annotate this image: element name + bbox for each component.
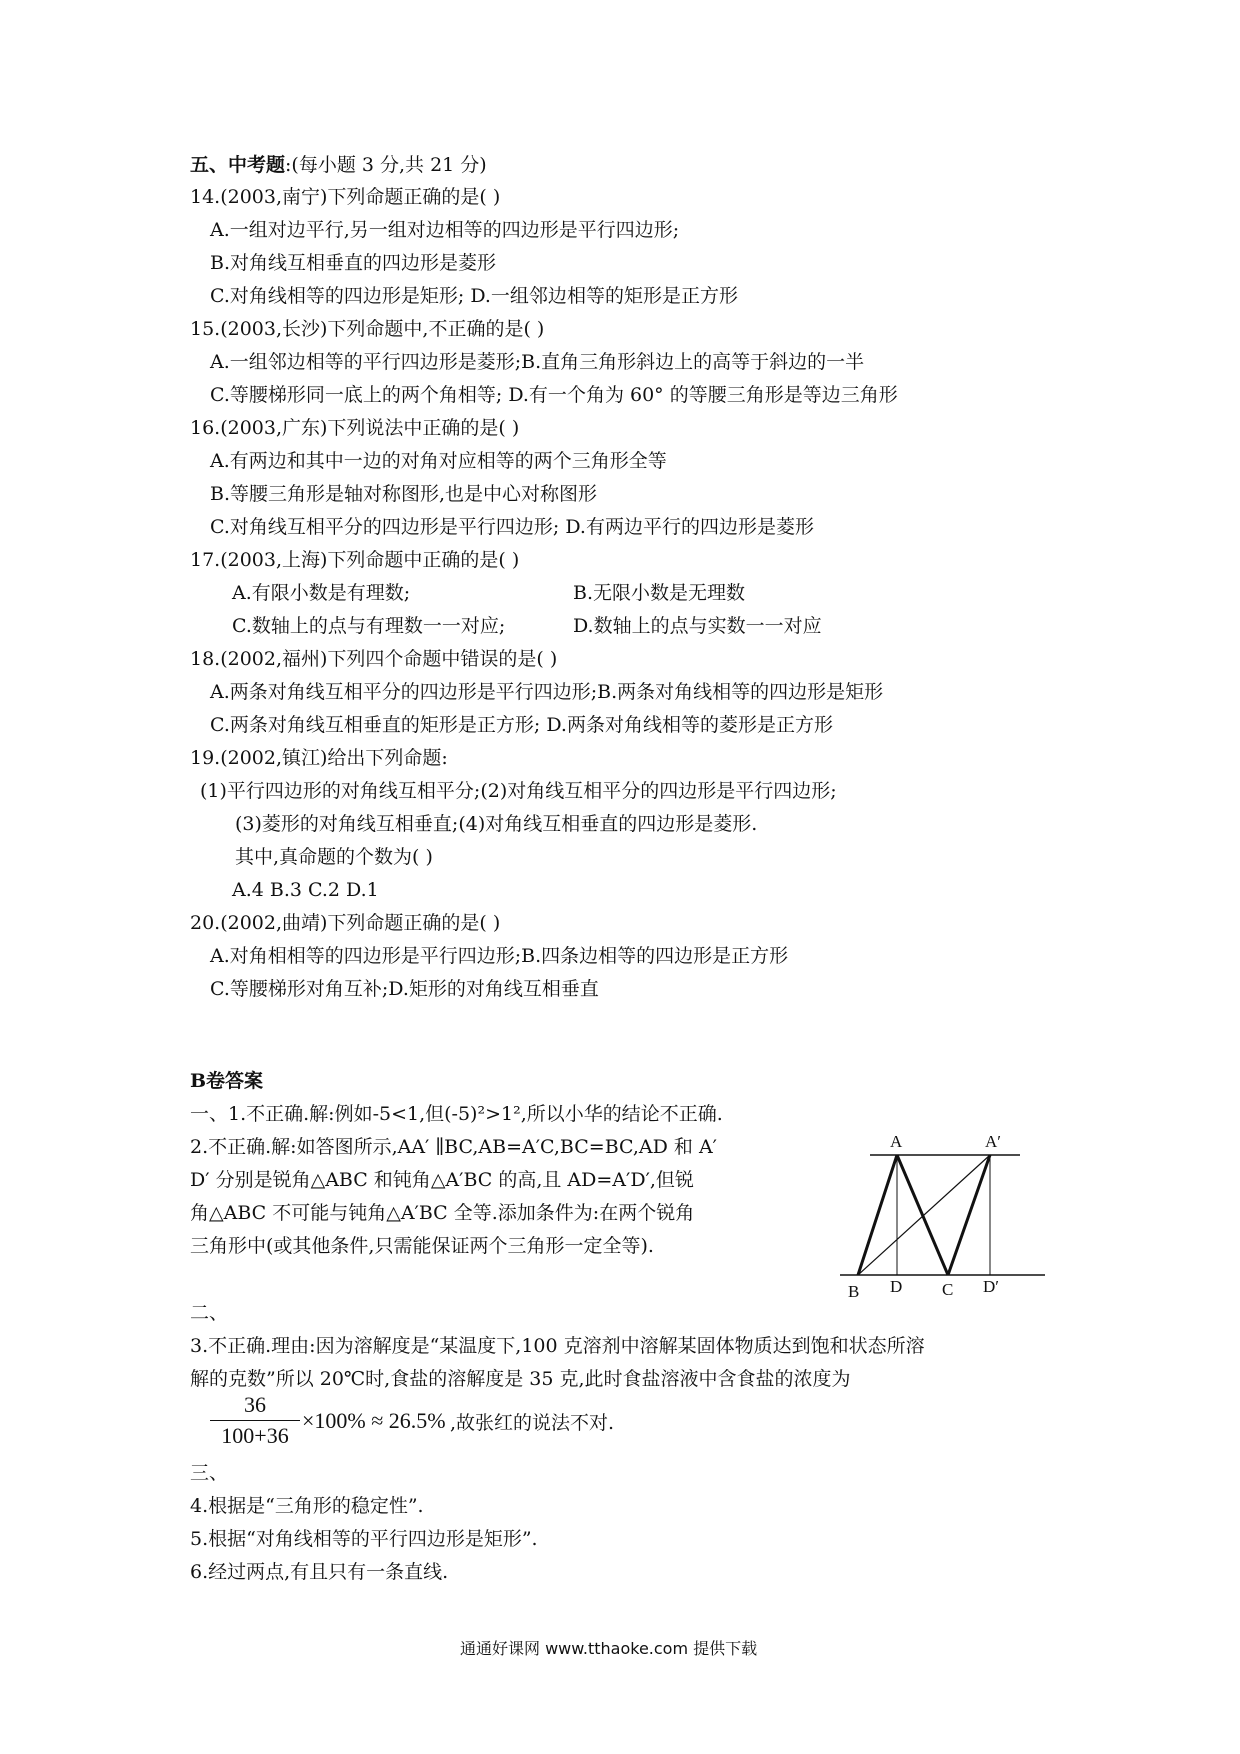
answer-3-line: 解的克数”所以 20℃时,食盐的溶解度是 35 克,此时食盐溶液中含食盐的浓度为 — [190, 1368, 851, 1390]
answer-1: 一、1.不正确.解:例如-5<1,但(-5)²>1²,所以小华的结论不正确. — [190, 1103, 723, 1125]
question-18: 18.(2002,福州)下列四个命题中错误的是( ) — [190, 648, 558, 670]
label-b: B — [848, 1282, 860, 1301]
option-line: A.有两边和其中一边的对角对应相等的两个三角形全等 — [210, 450, 667, 472]
segment-ac — [897, 1155, 948, 1275]
question-16: 16.(2003,广东)下列说法中正确的是( ) — [190, 417, 520, 439]
answer-5: 5.根据“对角线相等的平行四边形是矩形”. — [190, 1528, 538, 1550]
answer-6: 6.经过两点,有且只有一条直线. — [190, 1561, 449, 1583]
answer-2-line: 角△ABC 不可能与钝角△A′BC 全等.添加条件为:在两个锐角 — [190, 1202, 695, 1224]
option-line: C.对角线互相平分的四边形是平行四边形; D.有两边平行的四边形是菱形 — [210, 516, 814, 538]
label-a-prime: A′ — [985, 1132, 1001, 1151]
question-19: 19.(2002,镇江)给出下列命题: — [190, 747, 448, 769]
statement-line: 其中,真命题的个数为( ) — [235, 846, 433, 868]
fraction-denominator: 100+36 — [221, 1423, 289, 1448]
segment-a-prime-c — [948, 1155, 990, 1275]
answer-3-line: 3.不正确.理由:因为溶解度是“某温度下,100 克溶剂中溶解某固体物质达到饱和状态所溶 — [190, 1335, 925, 1357]
section-note: :(每小题 3 分,共 21 分) — [285, 154, 487, 176]
option-line: A.对角相相等的四边形是平行四边形;B.四条边相等的四边形是正方形 — [210, 945, 789, 967]
label-c: C — [942, 1280, 954, 1299]
option-line: C.两条对角线互相垂直的矩形是正方形; D.两条对角线相等的菱形是正方形 — [210, 714, 833, 736]
statement-line: (1)平行四边形的对角线互相平分;(2)对角线互相平分的四边形是平行四边形; — [200, 780, 837, 802]
option-line: A.一组对边平行,另一组对边相等的四边形是平行四边形; — [210, 219, 680, 241]
fraction-tail: ×100% ≈ 26.5% — [302, 1408, 446, 1433]
fraction-numerator: 36 — [244, 1392, 266, 1417]
answer-4: 4.根据是“三角形的稳定性”. — [190, 1495, 424, 1517]
option-line: D.数轴上的点与实数一一对应 — [573, 615, 822, 637]
section-2-marker: 二、 — [190, 1302, 229, 1324]
answer-3-end: ,故张红的说法不对. — [450, 1412, 615, 1434]
option-line: B.无限小数是无理数 — [573, 582, 746, 604]
fraction-bar — [210, 1420, 300, 1421]
answer-2-line: 三角形中(或其他条件,只需能保证两个三角形一定全等). — [190, 1235, 654, 1257]
answer-2-line: 2.不正确.解:如答图所示,AA′ ∥BC,AB=A′C,BC=BC,AD 和 A′ — [190, 1136, 717, 1158]
option-line: A.一组邻边相等的平行四边形是菱形;B.直角三角形斜边上的高等于斜边的一半 — [210, 351, 865, 373]
question-17: 17.(2003,上海)下列命题中正确的是( ) — [190, 549, 520, 571]
section-heading — [190, 152, 487, 178]
section-title: 五、中考题 — [190, 154, 286, 176]
label-d: D — [890, 1277, 903, 1296]
option-line: C.等腰梯形同一底上的两个角相等; D.有一个角为 60° 的等腰三角形是等边三角形 — [210, 384, 898, 406]
option-line: A.4 B.3 C.2 D.1 — [232, 879, 379, 901]
option-line: A.两条对角线互相平分的四边形是平行四边形;B.两条对角线相等的四边形是矩形 — [210, 681, 884, 703]
label-a: A — [890, 1132, 903, 1151]
statement-line: (3)菱形的对角线互相垂直;(4)对角线互相垂直的四边形是菱形. — [235, 813, 758, 835]
section-3-marker: 三、 — [190, 1462, 229, 1484]
fraction — [210, 1392, 300, 1449]
option-line: B.等腰三角形是轴对称图形,也是中心对称图形 — [210, 483, 598, 505]
answers-title: B卷答案 — [190, 1070, 264, 1092]
question-15: 15.(2003,长沙)下列命题中,不正确的是( ) — [190, 318, 545, 340]
answer-2-line: D′ 分别是锐角△ABC 和钝角△A′BC 的高,且 AD=A′D′,但锐 — [190, 1169, 694, 1191]
option-line: A.有限小数是有理数; — [232, 582, 411, 604]
option-line: C.数轴上的点与有理数一一对应; — [232, 615, 506, 637]
option-line: C.对角线相等的四边形是矩形; D.一组邻边相等的矩形是正方形 — [210, 285, 738, 307]
option-line: C.等腰梯形对角互补;D.矩形的对角线互相垂直 — [210, 978, 599, 1000]
geometry-figure — [830, 1125, 1060, 1310]
question-20: 20.(2002,曲靖)下列命题正确的是( ) — [190, 912, 501, 934]
question-14: 14.(2003,南宁)下列命题正确的是( ) — [190, 186, 501, 208]
footer-text: 通通好课网 www.tthaoke.com 提供下载 — [460, 1639, 758, 1658]
option-line: B.对角线互相垂直的四边形是菱形 — [210, 252, 497, 274]
label-d-prime: D′ — [983, 1277, 999, 1296]
